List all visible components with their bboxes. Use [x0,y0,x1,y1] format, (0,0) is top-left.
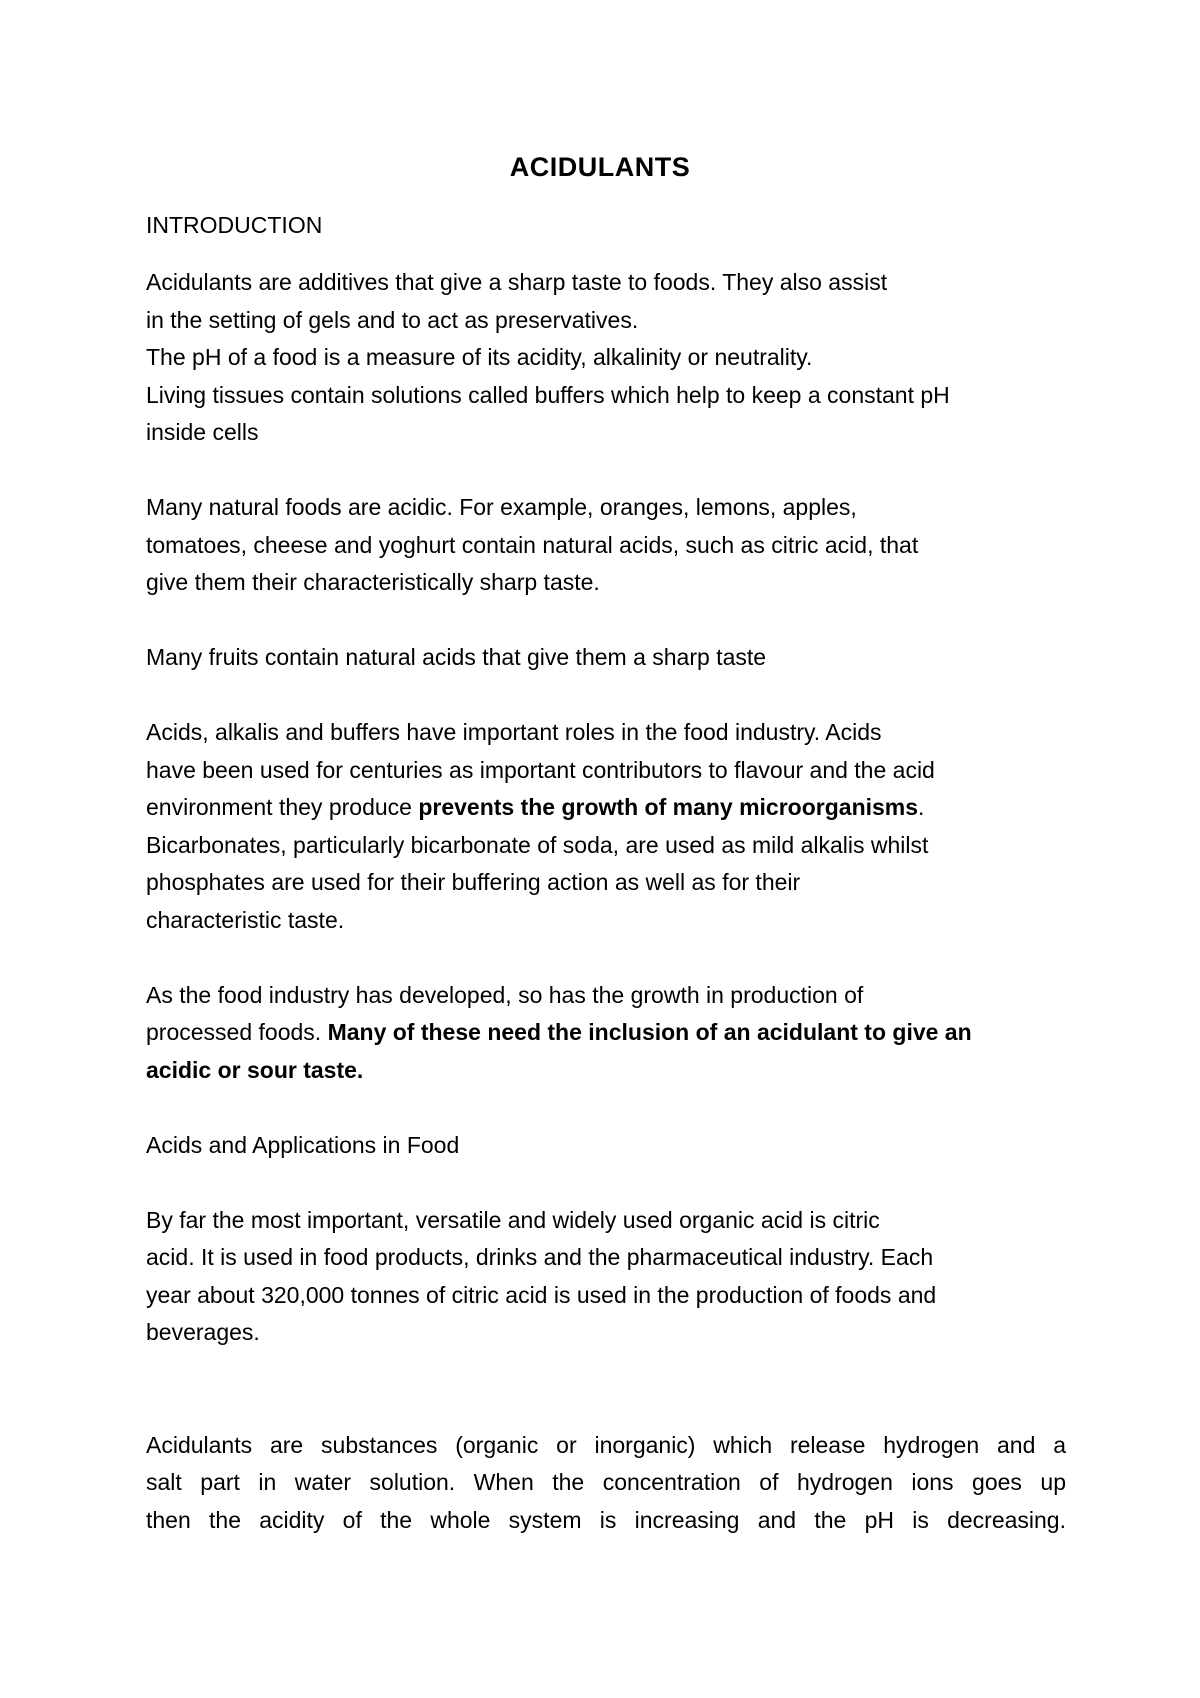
paragraph-acidulant-definition [146,1427,1066,1540]
text-line: Acids and Applications in Food [146,1131,460,1158]
text-line: beverages. [146,1319,260,1345]
paragraph-processed-foods [146,977,1066,1090]
document-title: ACIDULANTS [509,152,691,182]
document-body [146,264,1066,1539]
paragraph-intro [146,264,1066,452]
section-heading-introduction: INTRODUCTION [146,212,323,238]
text-line: inside cells [146,419,259,445]
text-line: in the setting of gels and to act as preservatives. [146,306,639,333]
text-line: tomatoes, cheese and yoghurt contain natural acids, such as citric acid, that [146,531,919,558]
text-line: salt part in water solution. When the concentration of hydrogen ions goes up [146,1469,1066,1495]
text-line: then the acidity of the whole system is increasing and the pH is decreasing. [146,1506,1066,1533]
text-line: phosphates are used for their buffering action as well as for their [146,869,801,895]
text-line: give them their characteristically sharp taste. [146,569,600,595]
text-line: acid. It is used in food products, drinks and the pharmaceutical industry. Each [146,1244,934,1270]
text-line: The pH of a food is a measure of its acidity, alkalinity or neutrality. [146,344,813,370]
text-line: year about 320,000 tonnes of citric acid is used in the production of foods and [146,1281,937,1308]
text-line: Acidulants are additives that give a sharp taste to foods. They also assist [146,269,888,295]
text-line: characteristic taste. [146,906,345,933]
text-line: Bicarbonates, particularly bicarbonate of soda, are used as mild alkalis whilst [146,831,929,858]
bold-text-run: Many of these need the inclusion of an acidulant to give an [327,1019,972,1045]
text-line: As the food industry has developed, so has the growth in production of [146,981,864,1008]
paragraph-fruits [146,639,1066,677]
text-line: Acids, alkalis and buffers have important roles in the food industry. Acids [146,719,882,745]
paragraph-citric-acid [146,1202,1066,1352]
paragraph-food-industry-roles [146,714,1066,939]
bold-text-run: prevents the growth of many microorganisms [418,794,919,820]
text-line-bold [146,1052,1066,1090]
text-line: By far the most important, versatile and widely used organic acid is citric [146,1206,880,1233]
text-line: Many fruits contain natural acids that give them a sharp taste [146,644,767,670]
text-run: . [918,794,925,820]
bold-text-run: acidic or sour taste. [146,1056,364,1083]
text-line: Many natural foods are acidic. For example, oranges, lemons, apples, [146,494,857,520]
paragraph-natural-foods [146,489,1066,602]
text-run: environment they produce [146,794,419,820]
text-line: Living tissues contain solutions called buffers which help to keep a constant pH [146,381,950,408]
text-line-mixed [146,1014,1066,1052]
text-run: processed foods. [146,1019,328,1045]
text-line-mixed [146,789,1066,827]
text-line: Acidulants are substances (organic or inorganic) which release hydrogen and a [146,1431,1066,1458]
text-line: have been used for centuries as important contributors to flavour and the acid [146,756,935,783]
subheading-acids-applications [146,1127,1066,1165]
